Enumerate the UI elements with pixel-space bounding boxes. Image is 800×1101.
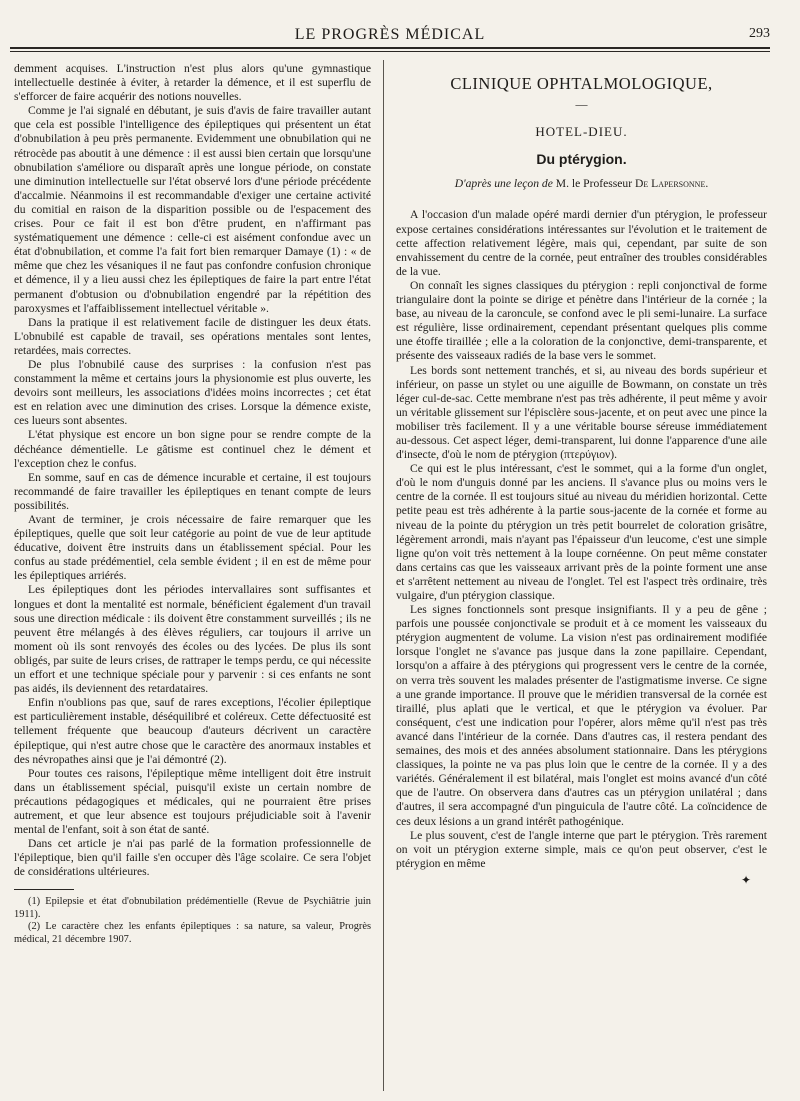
paragraph: Comme je l'ai signalé en débutant, je suis d'avis de faire travailler autant que cela est possible l'intelligence des épileptiques qui présentent un état d'obnubilation à peu près permanente. Evidemment une obnubilation qui ne rétrocède pas aboutit à une démence : il est aussi bien certain que lorsqu'une obnubilation s'améliore ou disparaît après une longue période, on constate une diminution intellectuelle sur l'état observé lors d'une période précédente d'accalmie. Néanmoins il est recommandable d'exiger une certaine activité du comitial en raison de la disparition possible ou de l'espacement des crises. Pour ce fait il est bon d'être prudent, en n'affirmant pas systématiquement une démence : celle-ci est aisément confondue avec un état d'obnubilation, et comme l'a fait fort bien remarquer Damaye (1) : « de même que chez les vésaniques il ne faut pas confondre confusion chronique et démence, il y a lieu aussi chez les épileptiques de faire la part entre l'état permanent d'obtusion ou d'obnubilation engendré par la répétition des paroxysmes et l'affaiblissement intellectuel véritable ». [14, 104, 371, 315]
paragraph: Enfin n'oublions pas que, sauf de rares exceptions, l'écolier épileptique est particulièrement instable, déséquilibré et coléreux. Cette défectuosité est tellement fréquente que beaucoup d'auteurs décrivent un caractère épileptique, qui n'est autre chose que le caractère des anormaux instables et des névropathes ainsi que je l'ai démontré (2). [14, 696, 371, 766]
paragraph: demment acquises. L'instruction n'est plus alors qu'une gymnastique intellectuelle destinée à éviter, à retarder la démence, et il est superflu de s'efforcer de faire acquérir des notions nouvelles. [14, 62, 371, 104]
left-column [14, 62, 371, 946]
paragraph: A l'occasion d'un malade opéré mardi dernier d'un ptérygion, le professeur expose certaines considérations intéressantes sur l'évolution et le traitement de cette affection relativement légère, mais qui, cependant, par suite de son envahissement du centre de la cornée, peut entraîner des troubles considérables de la vue. [396, 208, 767, 278]
journal-title: LE PROGRÈS MÉDICAL [294, 26, 486, 43]
hospital-name: HOTEL-DIEU. [535, 124, 628, 140]
ornament-icon: ✦ [740, 872, 751, 887]
paragraph: Le plus souvent, c'est de l'angle interne que part le ptérygion. Très rarement on voit un ptérygion externe simple, mais ce qu'on peut observer, c'est le ptérygion en même [396, 828, 767, 870]
paragraph: Dans la pratique il est relativement facile de distinguer les deux états. L'obnubilé est capable de travail, ses opérations mentales sont lentes, retardées, mais correctes. [14, 315, 371, 357]
paragraph: Les signes fonctionnels sont presque insignifiants. Il y a peu de gêne ; parfois une poussée conjonctivale se produit et à ce moment les vaisseaux du ptérygion augmentent de volume. La vision n'est pas ordinairement modifiée lorsque l'onglet ne s'avance pas jusque dans la zone papillaire. Cependant, lorsqu'on a affaire à des ptérygions qui progressent vers le centre de la cornée, on verra très souvent les malades présenter de l'astigmatisme inverse. Ce signe a une grande importance. Il prouve que le méridien transversal de la cornée est tiraillé, plus aplati que le vertical, et que le ptérygion va évoluer. Par conséquent, c'est une indication pour l'opérer, alors même qu'il n'est pas très avancé dans l'intérieur de la cornée. Dans d'autres cas, il restera pendant des semaines, des mois et des années absolument stationnaire. Dans les ptérygions classiques, la pointe ne va pas plus loin que le centre de la cornée. Il y a des variétés. Généralement il est bilatéral, mais l'onglet est moins avancé d'un côté que de l'autre. On observera dans d'autres cas un ptérygion unilatéral ; dans d'autres, il sera accompagné d'un pinguicula de l'autre côté. La coïncidence de ces deux lésions a un grand intérêt pathogénique. [396, 603, 767, 828]
footnote: (1) Epilepsie et état d'obnubilation prédémentielle (Revue de Psychiâtrie juin 1911). [14, 896, 371, 920]
paragraph: Les épileptiques dont les périodes intervallaires sont suffisantes et longues et dont la mentalité est normale, bénéficient également d'un travail sous une direction médicale : ils doivent être constamment surveillés ; ils ne peuvent être mélangés à des élèves réguliers, car toujours il arrive un moment où ils sont renvoyés des écoles ou des lycées. De plus ils sont obligés, par suite de leurs crises, de rattraper le temps perdu, ce qui nécessite un effort et une technique spéciale pour y parvenir : si ces enfants ne sont pas aidés, ils deviennent des retardataires. [14, 583, 371, 696]
article-title: Du ptérygion. [536, 151, 627, 168]
paragraph: On connaît les signes classiques du ptérygion : repli conjonctival de forme triangulaire dont la pointe se dirige et pénètre dans l'intérieur de la cornée ; la base, au niveau de la caroncule, se confond avec le pli semi-lunaire. La surface est régulière, lisse ordinairement, cependant présentant quelques plis comme une étoffe tiraillée ; elle a la coloration de la conjonctive, demi-transparente, et présente des vaisseaux radiés de la base vers le sommet. [396, 278, 767, 363]
paragraph: Les bords sont nettement tranchés, et si, au niveau des bords supérieur et inférieur, on passe un stylet ou une aiguille de Bowmann, on constate un très léger cul-de-sac. Cette membrane n'est pas très adhérente, il peut même y avoir un véritable glissement sur l'épisclère sous-jacente, et on peut avec une pince la mobiliser très facilement. Il y a une véritable bourse séreuse immédiatement au-dessous. Cet aspect léger, demi-transparent, lui donne l'apparence d'une aile d'insecte, d'où le nom de ptérygion (πτερύγιον). [396, 363, 767, 462]
paragraph: Ce qui est le plus intéressant, c'est le sommet, qui a la forme d'un onglet, d'où le nom d'unguis donné par les anciens. Il s'avance plus ou moins vers le centre de la cornée. Il est toujours situé au niveau du méridien horizontal. Cette petite peau est très adhérente à la partie sous-jacente de la cornée et forme au niveau de la pointe du ptérygion un très petit bourrelet de coloration grisâtre, légèrement arrondi, mais n'ayant pas l'épaisseur d'un leucome, c'est une simple ligne qu'on voit très nettement à la loupe cornéenne. On peut même constater dans certains cas que les vaisseaux arrivant près de la pointe forment une anse et s'arrêtent nettement au niveau de l'onglet. Tel est l'aspect très ordinaire, très vulgaire, d'un ptérygion classique. [396, 462, 767, 602]
page-number: 293 [749, 26, 770, 41]
paragraph: Pour toutes ces raisons, l'épileptique même intelligent doit être instruit dans un établissement spécial, puisqu'il existe un certain nombre de précautions pédagogiques et médicales, qui ne pourraient être prises autrement, et que leur absence est toujours préjudiciable soit à l'avenir mental de l'enfant, soit à son état de santé. [14, 766, 371, 837]
running-header [10, 26, 770, 48]
byline-author: De Lapersonne. [634, 177, 709, 191]
footnote: (2) Le caractère chez les enfants épileptiques : sa nature, sa valeur, Progrès médical, 21 décembre 1907. [14, 921, 371, 945]
byline-intro: D'après une leçon de [454, 177, 553, 191]
header-rule [10, 47, 770, 49]
paragraph: Avant de terminer, je crois nécessaire de faire remarquer que les épileptiques, quelle que soit leur catégorie au point de vue de leur aptitude éducative, doivent être instruits dans un établissement spécial. Pour les confus au stade prédémentiel, cela semble évident ; il en est de même pour les épileptiques arriérés. [14, 513, 371, 583]
header-rule-thin [10, 51, 770, 52]
paragraph: L'état physique est encore un bon signe pour se rendre compte de la déchéance démentielle. Le gâtisme est continuel chez le dément et l'exception chez le confus. [14, 428, 371, 470]
paragraph: En somme, sauf en cas de démence incurable et certaine, il est toujours recommandé de faire travailler les épileptiques en tenant compte de leurs possibilités. [14, 470, 371, 512]
footnotes [14, 896, 371, 946]
column-divider [383, 60, 384, 1091]
section-heading: CLINIQUE OPHTALMOLOGIQUE, [450, 74, 713, 93]
byline [396, 177, 767, 191]
paragraph: Dans cet article je n'ai pas parlé de la formation professionnelle de l'épileptique, bien qu'il faille s'en occuper dès l'âge scolaire. Ce sera l'objet de considérations ultérieures. [14, 837, 371, 879]
byline-title: M. le Professeur [552, 177, 635, 191]
right-column [396, 62, 767, 887]
footnote-rule [14, 889, 74, 890]
paragraph: De plus l'obnubilé cause des surprises : la confusion n'est pas constamment la même et certains jours la physionomie est plus ouverte, les devoirs sont meilleurs, les associations d'idées moins incorrectes ; cet état est en relation avec une diminution des crises. Lorsque la démence existe, ces lueurs sont absentes. [14, 357, 371, 428]
heading-dash: — [575, 97, 588, 112]
